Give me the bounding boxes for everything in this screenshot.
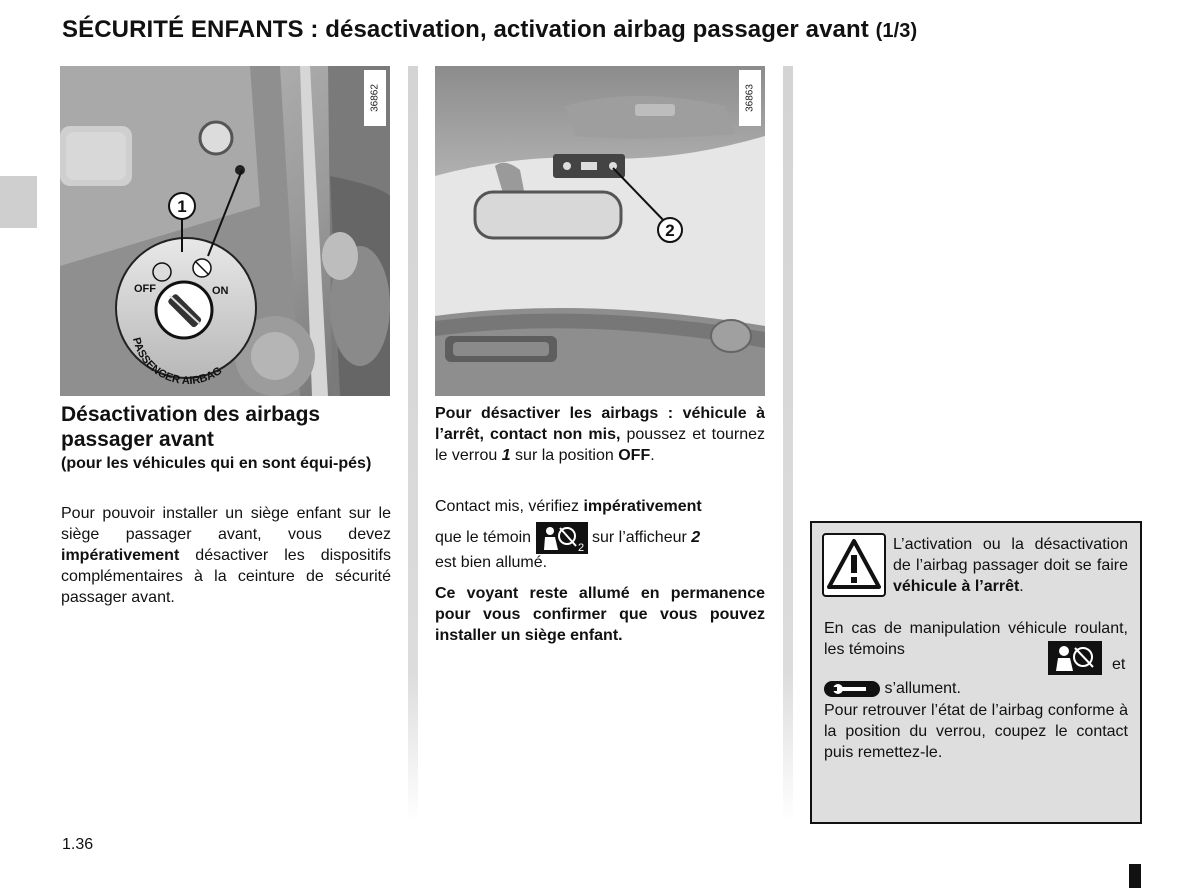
column-separator — [783, 66, 793, 822]
warning-text-2b: et — [1112, 656, 1126, 673]
page-edge-marker — [1129, 864, 1141, 888]
cabin-display-photo — [435, 66, 765, 396]
check-indicator-paragraph: Contact mis, vérifiez impérativement — [435, 498, 702, 515]
display-reference: 2 — [691, 529, 701, 547]
svg-text:2: 2 — [577, 542, 584, 554]
photo-reference-number: 36863 — [744, 84, 756, 112]
page-title — [62, 16, 917, 44]
section-subheading: (pour les véhicules qui en sont équi-pés) — [61, 455, 372, 472]
chapter-tab — [0, 176, 37, 228]
wrench-warning-icon — [824, 681, 880, 697]
check-indicator-line: que le témoin 2 sur l’afficheur 2 — [435, 522, 765, 554]
dial-on-label: ON — [212, 285, 229, 297]
photo-reference-number: 36862 — [369, 84, 381, 112]
deactivation-condition: Pour désactiver les airbags : véhicule à l’arrêt, contact non mis, — [435, 405, 765, 443]
lock-reference: 1 — [501, 447, 511, 464]
photo-reference — [364, 70, 386, 126]
position-off: OFF — [618, 447, 651, 464]
page-number: 1.36 — [62, 836, 94, 853]
callout-2-label: 2 — [665, 221, 675, 240]
warning-text-3: Pour retrouver l’état de l’airbag conforme à la position du verrou, coupez le contact puis remettez-le. — [824, 702, 1128, 761]
rear-view-mirror — [475, 192, 621, 238]
photo-reference — [739, 70, 761, 126]
warning-text-2: En cas de manipulation véhicule roulant, les témoins — [824, 620, 1128, 658]
warning-box — [810, 521, 1142, 824]
deactivation-steps: Pour désactiver les airbags : véhicule à l’arrêt, contact non mis, poussez et tournez le verrou 1 sur la position OFF. — [435, 405, 766, 464]
airbag-warning-icon — [1048, 641, 1102, 675]
dial-ring-label: PASSENGER AIRBAG — [129, 336, 225, 388]
warning-text-2c: s’allument. — [824, 678, 1128, 699]
intro-paragraph: Pour pouvoir installer un siège enfant sur le siège passager avant, vous devez impérativement désactiver les dispositifs complémentaires à la ceinture de sécurité passager avant. — [61, 505, 391, 606]
airbag-off-warning-icon — [536, 522, 588, 554]
warning-text-1: L’activation ou la désactivation de l’airbag passager doit se faire véhicule à l’arrêt. — [893, 536, 1128, 595]
emphasis: impérativement — [583, 498, 702, 515]
column-separator — [408, 66, 418, 822]
warning-triangle-icon — [822, 533, 886, 597]
section-heading: Désactivation des airbags passager avant — [61, 403, 321, 451]
emphasis: impérativement — [61, 547, 180, 564]
indicator-note: Ce voyant reste allumé en permanence pour vous confirmer que vous pouvez installer un siège enfant. — [435, 585, 765, 644]
dial-off-label: OFF — [134, 283, 156, 295]
page-title-text: SÉCURITÉ ENFANTS : désactivation, activation airbag passager avant — [62, 16, 869, 43]
callout-1-label: 1 — [177, 197, 187, 216]
check-indicator-end: est bien allumé. — [435, 554, 548, 571]
emphasis: véhicule à l’arrêt — [893, 578, 1020, 595]
airbag-switch-photo — [60, 66, 390, 396]
page-title-part: (1/3) — [875, 20, 918, 42]
